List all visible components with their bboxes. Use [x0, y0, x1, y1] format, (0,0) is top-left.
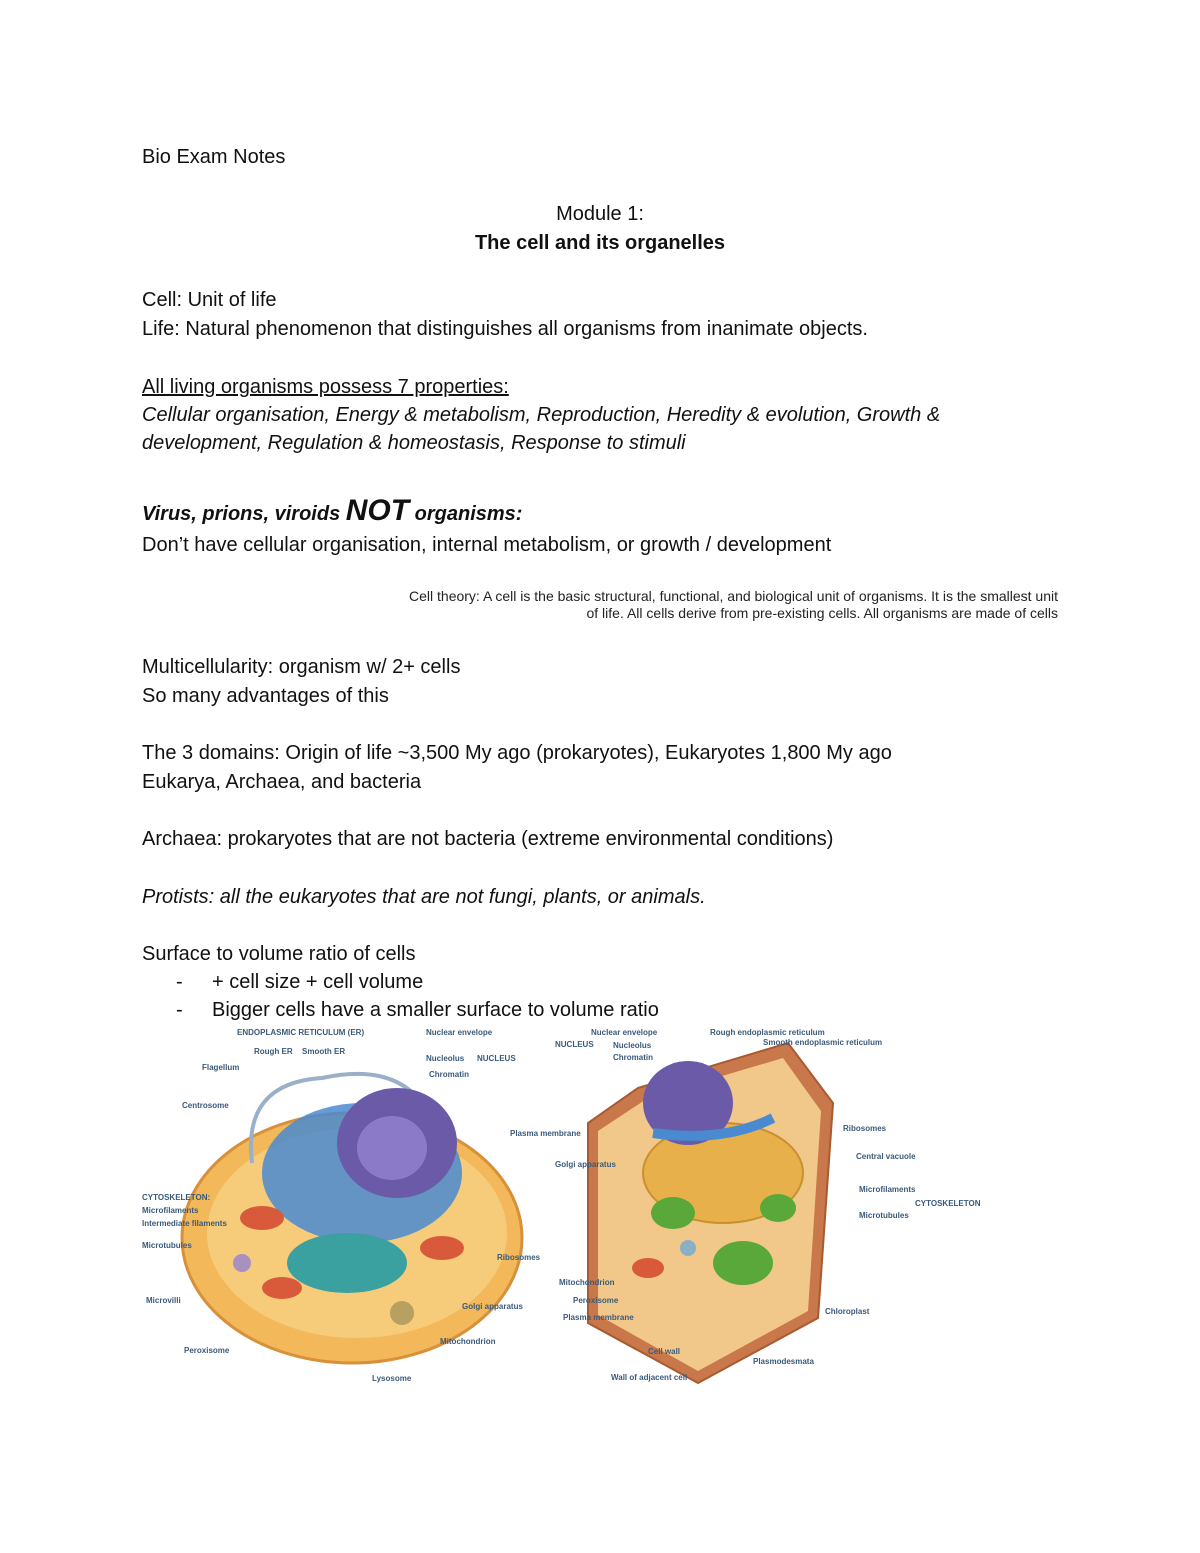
virus-heading-part1: Virus, prions, viroids — [142, 503, 346, 525]
plant-label-golgi: Golgi apparatus — [555, 1160, 616, 1169]
label-microvilli: Microvilli — [146, 1296, 181, 1305]
plant-label-microtubules: Microtubules — [859, 1211, 909, 1220]
chloroplast-shape — [651, 1197, 695, 1229]
label-er: ENDOPLASMIC RETICULUM (ER) — [237, 1028, 365, 1037]
multicellularity-line-1: Multicellularity: organism w/ 2+ cells — [142, 656, 461, 678]
plant-label-plasmodesmata: Plasmodesmata — [753, 1357, 814, 1366]
plant-label-plasma-membrane: Plasma membrane — [563, 1313, 634, 1322]
virus-reason: Don’t have cellular organisation, internal metabolism, or growth / development — [142, 534, 832, 556]
module-number: Module 1: — [556, 203, 644, 225]
label-nuclear-envelope: Nuclear envelope — [426, 1028, 493, 1037]
cell-definition: Cell: Unit of life — [142, 289, 277, 311]
plant-cell-diagram — [553, 1023, 981, 1398]
mitochondrion-shape — [240, 1206, 284, 1230]
module-title: The cell and its organelles — [474, 232, 726, 254]
plant-label-cytoskeleton: CYTOSKELETON — [915, 1199, 981, 1208]
label-golgi: Golgi apparatus — [462, 1302, 523, 1311]
plant-label-nuclear-envelope: Nuclear envelope — [591, 1028, 658, 1037]
label-rough-er: Rough ER — [254, 1047, 293, 1056]
label-nucleolus: Nucleolus — [426, 1054, 465, 1063]
life-definition: Life: Natural phenomenon that distinguishes all organisms from inanimate objects. — [142, 318, 868, 340]
virus-not-emphasis: NOT — [345, 494, 410, 527]
plant-label-cell-wall: Cell wall — [648, 1347, 681, 1356]
mitochondrion-shape — [420, 1236, 464, 1260]
plant-label-nucleolus: Nucleolus — [613, 1041, 652, 1050]
cell-theory-line-1: Cell theory: A cell is the basic structural, functional, and biological unit of organisms. It is the smallest unit — [409, 588, 1058, 604]
plant-label-chloroplast: Chloroplast — [825, 1307, 870, 1316]
label-smooth-er: Smooth ER — [302, 1047, 346, 1056]
label-ribosomes: Ribosomes — [497, 1253, 541, 1262]
plant-label-central-vacuole: Central vacuole — [856, 1152, 916, 1161]
label-microfilaments: Microfilaments — [142, 1206, 199, 1215]
cell-theory-line-2: of life. All cells derive from pre-existing cells. All organisms are made of cells — [586, 605, 1058, 621]
label-intermediate: Intermediate filaments — [142, 1219, 227, 1228]
surface-volume-heading: Surface to volume ratio of cells — [142, 943, 416, 965]
plant-label-smooth-er: Smooth endoplasmic reticulum — [763, 1038, 883, 1047]
plant-label-chromatin: Chromatin — [613, 1053, 653, 1062]
label-plasma-membrane: Plasma membrane — [510, 1129, 581, 1138]
bullet-item: + cell size + cell volume — [212, 971, 424, 993]
document-title: Bio Exam Notes — [142, 146, 286, 168]
label-mitochondrion: Mitochondrion — [440, 1337, 496, 1346]
mitochondrion-shape — [262, 1277, 302, 1299]
properties-line-1: Cellular organisation, Energy & metabolism, Reproduction, Heredity & evolution, Growth & — [142, 404, 941, 426]
label-nucleus: NUCLEUS — [477, 1054, 516, 1063]
bullet-item: Bigger cells have a smaller surface to volume ratio — [212, 999, 659, 1021]
animal-cell-diagram — [142, 1023, 581, 1398]
label-lysosome: Lysosome — [372, 1374, 412, 1383]
archaea-definition: Archaea: prokaryotes that are not bacteria (extreme environmental conditions) — [142, 828, 834, 850]
plant-label-mitochondrion: Mitochondrion — [559, 1278, 615, 1287]
bullet-marker: - — [176, 999, 183, 1021]
plant-peroxisome-shape — [680, 1240, 696, 1256]
plant-label-nucleus: NUCLEUS — [555, 1040, 594, 1049]
bullet-marker: - — [176, 971, 183, 993]
chloroplast-shape — [760, 1194, 796, 1222]
virus-heading-part2: organisms: — [409, 503, 523, 525]
label-cytoskeleton: CYTOSKELETON: — [142, 1193, 211, 1202]
domains-line-2: Eukarya, Archaea, and bacteria — [142, 771, 422, 793]
lysosome-shape — [390, 1301, 414, 1325]
label-flagellum: Flagellum — [202, 1063, 240, 1072]
plant-label-wall-adjacent: Wall of adjacent cell — [611, 1373, 688, 1382]
multicellularity-line-2: So many advantages of this — [142, 685, 389, 707]
domains-line-1: The 3 domains: Origin of life ~3,500 My ago (prokaryotes), Eukaryotes 1,800 My ago — [142, 742, 892, 764]
protists-definition: Protists: all the eukaryotes that are not fungi, plants, or animals. — [142, 886, 706, 908]
label-chromatin: Chromatin — [429, 1070, 469, 1079]
plant-label-microfilaments: Microfilaments — [859, 1185, 916, 1194]
label-microtubules: Microtubules — [142, 1241, 192, 1250]
label-peroxisome: Peroxisome — [184, 1346, 230, 1355]
golgi-shape — [287, 1233, 407, 1293]
plant-mitochondrion-shape — [632, 1258, 664, 1278]
label-centrosome: Centrosome — [182, 1101, 229, 1110]
chloroplast-shape — [713, 1241, 773, 1285]
virus-heading — [142, 494, 522, 531]
plant-label-peroxisome: Peroxisome — [573, 1296, 619, 1305]
nucleolus-shape — [357, 1116, 427, 1180]
peroxisome-shape — [233, 1254, 251, 1272]
properties-heading: All living organisms possess 7 properties: — [142, 376, 509, 398]
plant-label-rough-er: Rough endoplasmic reticulum — [710, 1028, 825, 1037]
plant-label-ribosomes: Ribosomes — [843, 1124, 887, 1133]
properties-line-2: development, Regulation & homeostasis, Response to stimuli — [142, 432, 686, 454]
